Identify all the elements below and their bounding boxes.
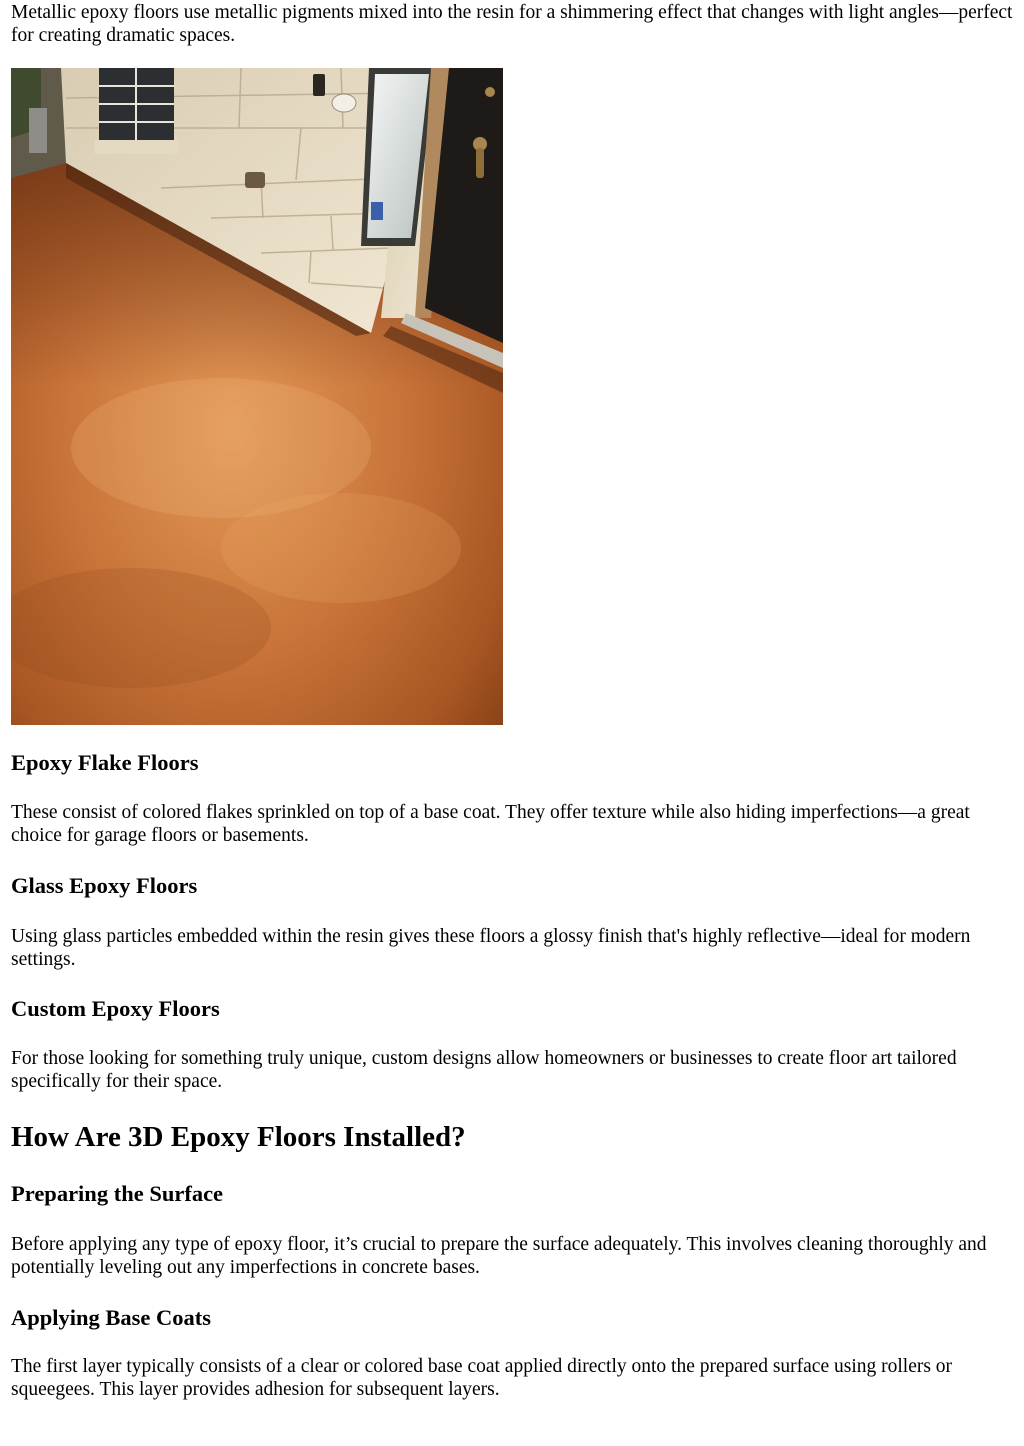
paragraph-custom-epoxy-floors: For those looking for something truly unique, custom designs allow homeowners or businesses to create floor art tailored specifically for their space.	[11, 1048, 957, 1092]
paragraph-epoxy-flake-floors: These consist of colored flakes sprinkled on top of a base coat. They offer texture while also hiding imperfections—a great choice for garage floors or basements.	[11, 802, 970, 846]
house-number-plaque	[332, 94, 356, 112]
heading-epoxy-flake-floors: Epoxy Flake Floors	[11, 750, 199, 775]
wall-lamp	[313, 74, 325, 96]
heading-preparing-surface: Preparing the Surface	[11, 1181, 224, 1206]
intro-paragraph: Metallic epoxy floors use metallic pigments mixed into the resin for a shimmering effect that changes with light angles—perfect for creating dramatic spaces.	[11, 2, 1013, 46]
paragraph-preparing-surface: Before applying any type of epoxy floor, it’s crucial to prepare the surface adequately. This involves cleaning thoroughly and potentially leveling out any imperfections in concrete bases.	[11, 1234, 987, 1278]
heading-applying-base-coats: Applying Base Coats	[11, 1305, 212, 1330]
heading-glass-epoxy-floors: Glass Epoxy Floors	[11, 873, 198, 898]
paragraph-applying-base-coats: The first layer typically consists of a clear or colored base coat applied directly onto the prepared surface using rollers or squeegees. This layer provides adhesion for subsequent layers.	[11, 1356, 953, 1400]
metallic-epoxy-patio-photo	[11, 68, 503, 725]
heading-custom-epoxy-floors: Custom Epoxy Floors	[11, 996, 220, 1021]
heading-how-installed: How Are 3D Epoxy Floors Installed?	[11, 1121, 466, 1153]
wall-vent	[245, 172, 265, 188]
paragraph-glass-epoxy-floors: Using glass particles embedded within the resin gives these floors a glossy finish that's highly reflective—ideal for modern settings.	[11, 926, 971, 970]
